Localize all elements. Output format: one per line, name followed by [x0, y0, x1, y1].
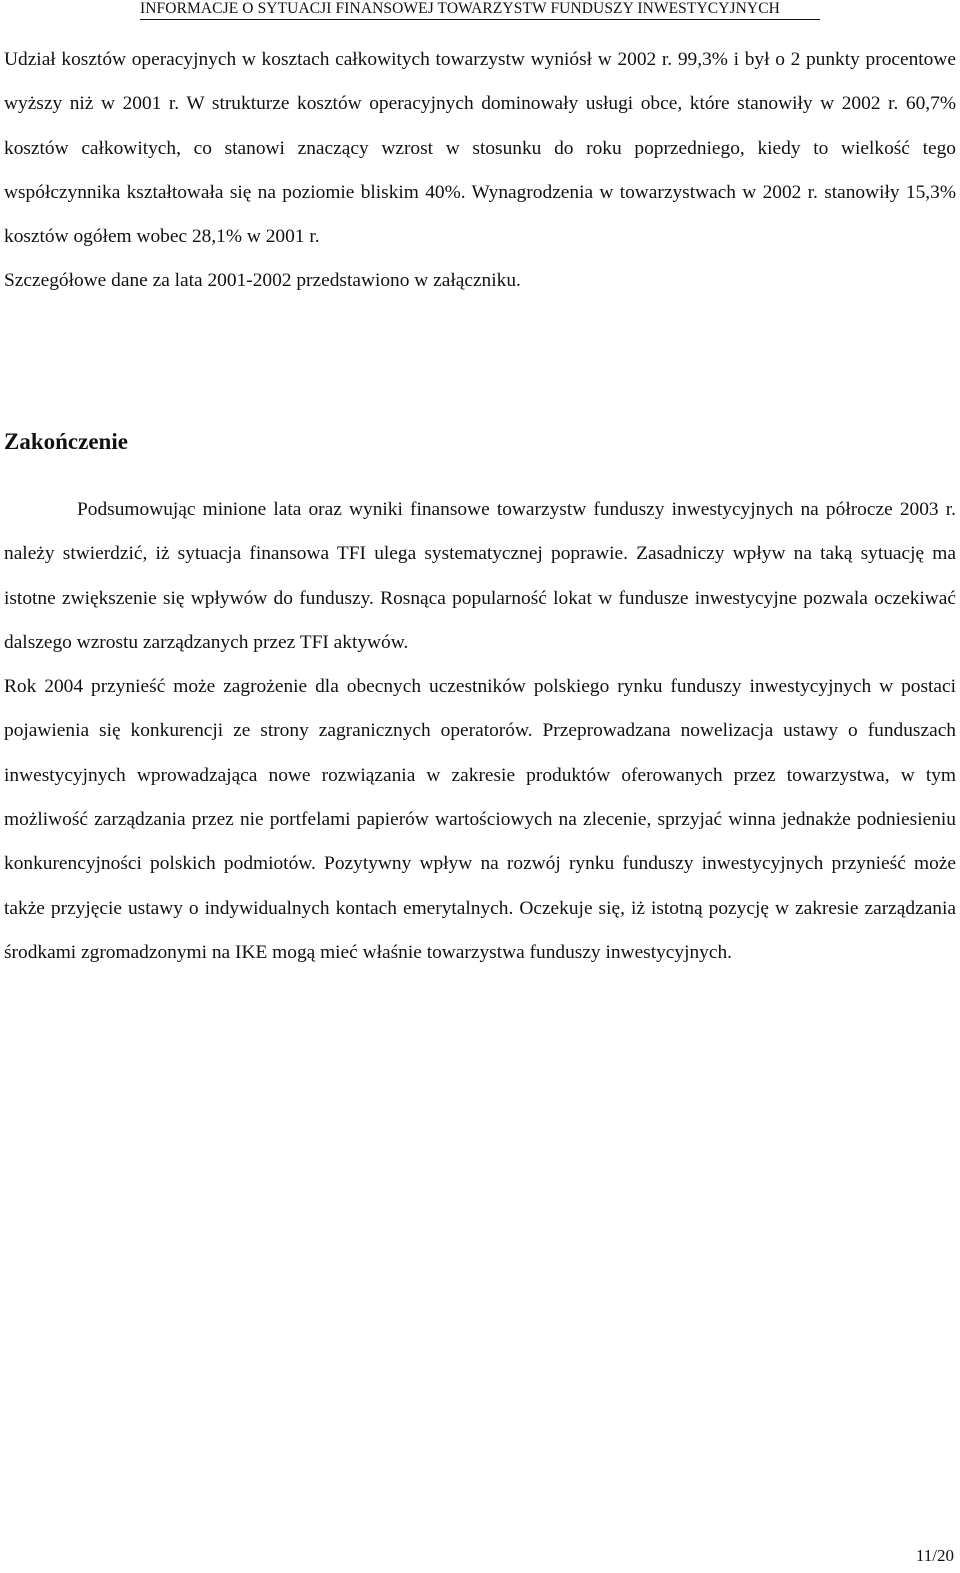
conclusion-section — [4, 488, 956, 975]
intro-paragraph-costs: Udział kosztów operacyjnych w kosztach całkowitych towarzystw wyniósł w 2002 r. 99,3% i był o 2 punkty procentowe wyższy niż w 2001 r. W strukturze kosztów operacyjnych dominowały usługi obce, które stanowiły w 2002 r. 60,7% kosztów całkowitych, co stanowi znaczący wzrost w stosunku do roku poprzedniego, kiedy to wielkość tego współczynnika kształtowała się na poziomie bliskim 40%. Wynagrodzenia w towarzystwach w 2002 r. stanowiły 15,3% kosztów ogółem wobec 28,1% w 2001 r. — [4, 49, 956, 248]
running-header-title: INFORMACJE O SYTUACJI FINANSOWEJ TOWARZYSTW FUNDUSZY INWESTYCYJNYCH — [140, 0, 780, 17]
conclusion-paragraph-outlook: Rok 2004 przynieść może zagrożenie dla obecnych uczestników polskiego rynku funduszy inwestycyjnych w postaci pojawienia się konkurencji ze strony zagranicznych operatorów. Przeprowadzana nowelizacja ustawy o funduszach inwestycyjnych wprowadzająca nowe rozwiązania w zakresie produktów oferowanych przez towarzystwa, w tym możliwość zarządzania przez nie portfelami papierów wartościowych na zlecenie, sprzyjać winna jednakże podniesieniu konkurencyjności polskich podmiotów. Pozytywny wpływ na rozwój rynku funduszy inwestycyjnych przynieść może także przyjęcie ustawy o indywidualnych kontach emerytalnych. Oczekuje się, iż istotną pozycję w zakresie zarządzania środkami zgromadzonymi na IKE mogą mieć właśnie towarzystwa funduszy inwestycyjnych. — [4, 676, 956, 963]
intro-paragraph-appendix: Szczegółowe dane za lata 2001-2002 przedstawiono w załączniku. — [4, 270, 521, 292]
page-header — [0, 0, 960, 22]
conclusion-heading: Zakończenie — [4, 429, 128, 454]
header-rule — [140, 19, 820, 20]
page-number: 11/20 — [915, 1546, 954, 1565]
intro-section — [4, 38, 956, 304]
conclusion-paragraph-summary: Podsumowując minione lata oraz wyniki finansowe towarzystw funduszy inwestycyjnych na półrocze 2003 r. należy stwierdzić, iż sytuacja finansowa TFI ulega systematycznej poprawie. Zasadniczy wpływ na taką sytuację ma istotne zwiększenie się wpływów do funduszy. Rosnąca popularność lokat w fundusze inwestycyjne pozwala oczekiwać dalszego wzrostu zarządzanych przez TFI aktywów. — [4, 499, 956, 653]
